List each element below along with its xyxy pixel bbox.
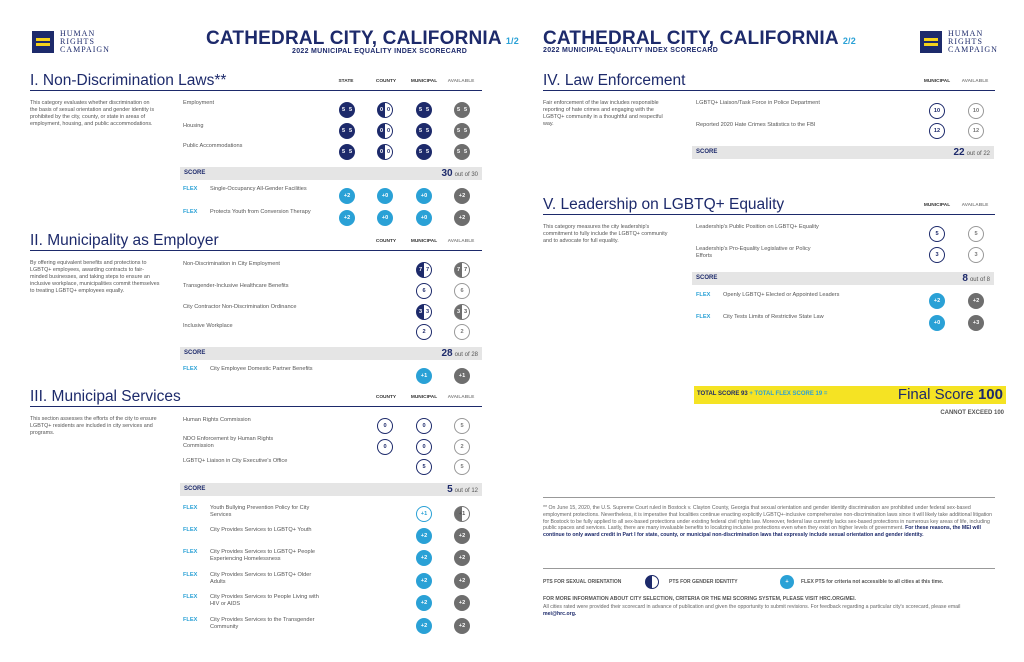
section-divider xyxy=(543,497,995,498)
equality-logo-icon xyxy=(920,31,942,53)
section-description: By offering equivalent benefits and protections to LGBTQ+ employees, awarding contracts to fair-minded businesses, and taking steps to ensure an inclusive workplace, municipalities commit themselves to treating LGBTQ+ employees equally. xyxy=(30,260,160,294)
flex-criterion: FLEX Openly LGBTQ+ Elected or Appointed Leaders xyxy=(696,292,840,298)
score-circle: +2 xyxy=(416,595,432,611)
score-circle: +2 xyxy=(454,573,470,589)
score-circle: 5 5 xyxy=(416,102,432,118)
section-title-law-enforcement: IV. Law Enforcement xyxy=(543,72,686,89)
section-score-bar: SCORE 30 out of 30 xyxy=(180,167,482,180)
criterion-label: Transgender-Inclusive Healthcare Benefits xyxy=(183,283,289,289)
column-header: MUNICIPAL xyxy=(410,79,438,84)
score-circle: +0 xyxy=(416,210,432,226)
score-circle: 0 xyxy=(377,418,393,434)
score-circle: +2 xyxy=(416,528,432,544)
column-header: MUNICIPAL xyxy=(410,239,438,244)
section-divider xyxy=(543,568,995,569)
column-header: MUNICIPAL xyxy=(410,395,438,400)
flex-criterion: FLEX City Provides Services to LGBTQ+ Older Adults xyxy=(183,572,312,585)
criterion-label: Housing xyxy=(183,123,204,129)
criterion-label: Reported 2020 Hate Crimes Statistics to the FBI xyxy=(696,122,816,128)
column-header: COUNTY xyxy=(375,239,397,244)
section-description: Fair enforcement of the law includes responsible reporting of hate crimes and engaging with the LGBTQ+ community in a thoughtful and respectful way. xyxy=(543,100,663,127)
score-circle: +2 xyxy=(339,188,355,204)
score-circle: 0 0 xyxy=(377,102,393,118)
score-circle: +2 xyxy=(454,550,470,566)
score-circle: 0 xyxy=(416,439,432,455)
score-circle: 7 7 xyxy=(416,262,432,278)
criterion-label: Human Rights Commission xyxy=(183,417,251,423)
score-circle: +0 xyxy=(377,210,393,226)
page-title: CATHEDRAL CITY, CALIFORNIA 2/2 xyxy=(543,28,856,49)
section-description: This section assesses the efforts of the city to ensure LGBTQ+ residents are included in city services and programs. xyxy=(30,416,157,436)
score-circle: +1 xyxy=(454,506,470,522)
criterion-label: LGBTQ+ Liaison/Task Force in Police Department xyxy=(696,100,820,106)
flex-criterion: FLEX City Employee Domestic Partner Benefits xyxy=(183,366,313,372)
column-header: MUNICIPAL xyxy=(923,79,951,84)
flex-criterion: FLEX City Provides Services to the Transgender Community xyxy=(183,617,315,630)
flex-criterion: FLEX Single-Occupancy All-Gender Facilities xyxy=(183,186,307,192)
section-description: This category evaluates whether discrimination on the basis of sexual orientation and gender identity is prohibited by the city, county, or state in areas of employment, housing, and public accommodations. xyxy=(30,100,155,127)
score-circle: +1 xyxy=(454,368,470,384)
score-circle: 3 xyxy=(929,247,945,263)
plus-legend-icon: + xyxy=(780,575,794,589)
criterion-label: City Contractor Non-Discrimination Ordinance xyxy=(183,304,297,310)
score-circle: +2 xyxy=(416,573,432,589)
score-circle: 10 xyxy=(968,103,984,119)
more-info-text: All cities rated were provided their scorecard in advance of publication and given the opportunity to submit revisions. For feedback regarding a particular city's scorecard, please email mei@hrc.org. xyxy=(543,604,961,617)
section-divider xyxy=(543,214,995,215)
criterion-label: Leadership's Public Position on LGBTQ+ Equality xyxy=(696,224,819,230)
score-cap-note: CANNOT EXCEED 100 xyxy=(940,410,1004,416)
score-circle: 5 5 xyxy=(339,102,355,118)
criterion-label: LGBTQ+ Liaison in City Executive's Office xyxy=(183,458,288,464)
score-circle: +2 xyxy=(416,550,432,566)
score-circle: 12 xyxy=(968,123,984,139)
score-circle: 5 5 xyxy=(454,102,470,118)
section-description: This category measures the city leadership's commitment to fully include the LGBTQ+ community and to advocate for full equality. xyxy=(543,224,668,244)
score-circle: 5 5 xyxy=(339,123,355,139)
page-subtitle: 2022 MUNICIPAL EQUALITY INDEX SCORECARD xyxy=(292,48,468,55)
equality-logo-icon xyxy=(32,31,54,53)
criterion-label: Employment xyxy=(183,100,215,106)
flex-criterion: FLEX City Provides Services to People Living with HIV or AIDS xyxy=(183,594,319,607)
section-score-bar: SCORE 5 out of 12 xyxy=(180,483,482,496)
legend-so: PTS FOR SEXUAL ORIENTATION xyxy=(543,579,622,585)
score-circle: 0 xyxy=(377,439,393,455)
legend-flex: FLEX PTS for criteria not accessible to all cities at this time. xyxy=(801,579,944,585)
more-info-title: FOR MORE INFORMATION ABOUT CITY SELECTION, CRITERIA OR THE MEI SCORING SYSTEM, PLEASE VISIT HRC.ORG/MEI. xyxy=(543,596,856,602)
score-circle: 0 xyxy=(416,418,432,434)
section-title-non-discrimination: I. Non-Discrimination Laws** xyxy=(30,72,227,89)
section-title-employer: II. Municipality as Employer xyxy=(30,232,219,249)
score-circle: 3 xyxy=(968,247,984,263)
score-circle: 2 xyxy=(454,439,470,455)
section-divider xyxy=(30,250,482,251)
hrc-logo: HUMAN RIGHTS CAMPAIGN xyxy=(920,30,998,54)
column-header: AVAILABLE xyxy=(447,239,475,244)
score-circle: 2 xyxy=(454,324,470,340)
score-circle: 5 5 xyxy=(416,123,432,139)
score-circle: +2 xyxy=(339,210,355,226)
score-circle: 3 3 xyxy=(454,304,470,320)
section-score-bar: SCORE 28 out of 28 xyxy=(180,347,482,360)
score-circle: 5 xyxy=(454,459,470,475)
criterion-label: Public Accommodations xyxy=(183,143,243,149)
score-circle: +2 xyxy=(454,618,470,634)
score-circle: 5 xyxy=(929,226,945,242)
flex-criterion: FLEX City Tests Limits of Restrictive State Law xyxy=(696,314,824,320)
criterion-label: NDO Enforcement by Human Rights Commission xyxy=(183,436,274,449)
score-circle: 5 xyxy=(416,459,432,475)
column-header: AVAILABLE xyxy=(961,203,989,208)
column-header: MUNICIPAL xyxy=(923,203,951,208)
section-divider xyxy=(30,90,482,91)
section-score-bar: SCORE 22 out of 22 xyxy=(692,146,994,159)
score-circle: 6 xyxy=(416,283,432,299)
column-header: AVAILABLE xyxy=(961,79,989,84)
column-header: AVAILABLE xyxy=(447,395,475,400)
score-circle: +0 xyxy=(416,188,432,204)
score-circle: +1 xyxy=(416,368,432,384)
score-circle: 5 xyxy=(968,226,984,242)
score-circle: 3 3 xyxy=(416,304,432,320)
section-score-bar: SCORE 8 out of 8 xyxy=(692,272,994,285)
score-circle: 6 xyxy=(454,283,470,299)
score-circle: +2 xyxy=(454,188,470,204)
score-circle: 2 xyxy=(416,324,432,340)
score-circle: +0 xyxy=(929,315,945,331)
section-title-services: III. Municipal Services xyxy=(30,388,181,405)
flex-criterion: FLEX Youth Bullying Prevention Policy for City Services xyxy=(183,505,310,518)
score-circle: 5 5 xyxy=(454,123,470,139)
legend-gi: PTS FOR GENDER IDENTITY xyxy=(669,579,738,585)
score-circle: +1 xyxy=(416,506,432,522)
score-circle: +0 xyxy=(377,188,393,204)
section-divider xyxy=(543,90,995,91)
half-circle-legend-icon xyxy=(645,575,659,589)
column-header: AVAILABLE xyxy=(447,79,475,84)
criterion-label: Non-Discrimination in City Employment xyxy=(183,261,280,267)
score-circle: +2 xyxy=(929,293,945,309)
flex-criterion: FLEX City Provides Services to LGBTQ+ Youth xyxy=(183,527,312,533)
score-circle: 10 xyxy=(929,103,945,119)
score-circle: +2 xyxy=(968,293,984,309)
column-header: STATE xyxy=(338,79,354,84)
hrc-logo: HUMAN RIGHTS CAMPAIGN xyxy=(32,30,110,54)
final-score-bar: TOTAL SCORE 93 + TOTAL FLEX SCORE 19 = Final Score 100 xyxy=(694,386,1006,404)
page-subtitle: 2022 MUNICIPAL EQUALITY INDEX SCORECARD xyxy=(543,47,719,54)
criterion-label: Leadership's Pro-Equality Legislative or Policy Efforts xyxy=(696,246,811,259)
score-circle: +2 xyxy=(454,528,470,544)
section-divider xyxy=(30,406,482,407)
score-circle: 0 0 xyxy=(377,123,393,139)
page-title: CATHEDRAL CITY, CALIFORNIA 1/2 xyxy=(206,28,519,49)
score-circle: 12 xyxy=(929,123,945,139)
column-header: COUNTY xyxy=(375,79,397,84)
column-header: COUNTY xyxy=(375,395,397,400)
score-circle: +2 xyxy=(454,210,470,226)
score-circle: +2 xyxy=(416,618,432,634)
score-circle: 5 5 xyxy=(416,144,432,160)
score-circle: 5 5 xyxy=(339,144,355,160)
score-circle: 0 0 xyxy=(377,144,393,160)
score-circle: 5 xyxy=(454,418,470,434)
score-circle: +3 xyxy=(968,315,984,331)
score-circle: 5 5 xyxy=(454,144,470,160)
flex-criterion: FLEX Protects Youth from Conversion Therapy xyxy=(183,209,311,215)
section-title-leadership: V. Leadership on LGBTQ+ Equality xyxy=(543,196,785,213)
footnote: ** On June 15, 2020, the U.S. Supreme Court ruled in Bostock v. Clayton County, Georgia that sexual orientation and gender identity discrimination are prohibited under federal sex-based employment protections. Nevertheless, it is imperative that localities continue enacting explicitly LGBTQ+-inclusive comprehensive non-discrimination laws since it will likely take additional litigation for Bostock to be fully applied to all sex-based protections under existing federal civil rights law. Moreover, federal law currently lacks sex-based protections in numerous key areas of life, including public spaces and services. Lastly, there are many invaluable benefits to localizing inclusive protections even when they exist on higher levels of government. For these reasons, the MEI will continue to only award credit in Part I for state, county, or municipal non-discrimination laws that expressly include sexual orientation and gender identity. xyxy=(543,505,993,539)
criterion-label: Inclusive Workplace xyxy=(183,323,233,329)
score-circle: 7 7 xyxy=(454,262,470,278)
score-circle: +2 xyxy=(454,595,470,611)
flex-criterion: FLEX City Provides Services to LGBTQ+ People Experiencing Homelessness xyxy=(183,549,315,562)
